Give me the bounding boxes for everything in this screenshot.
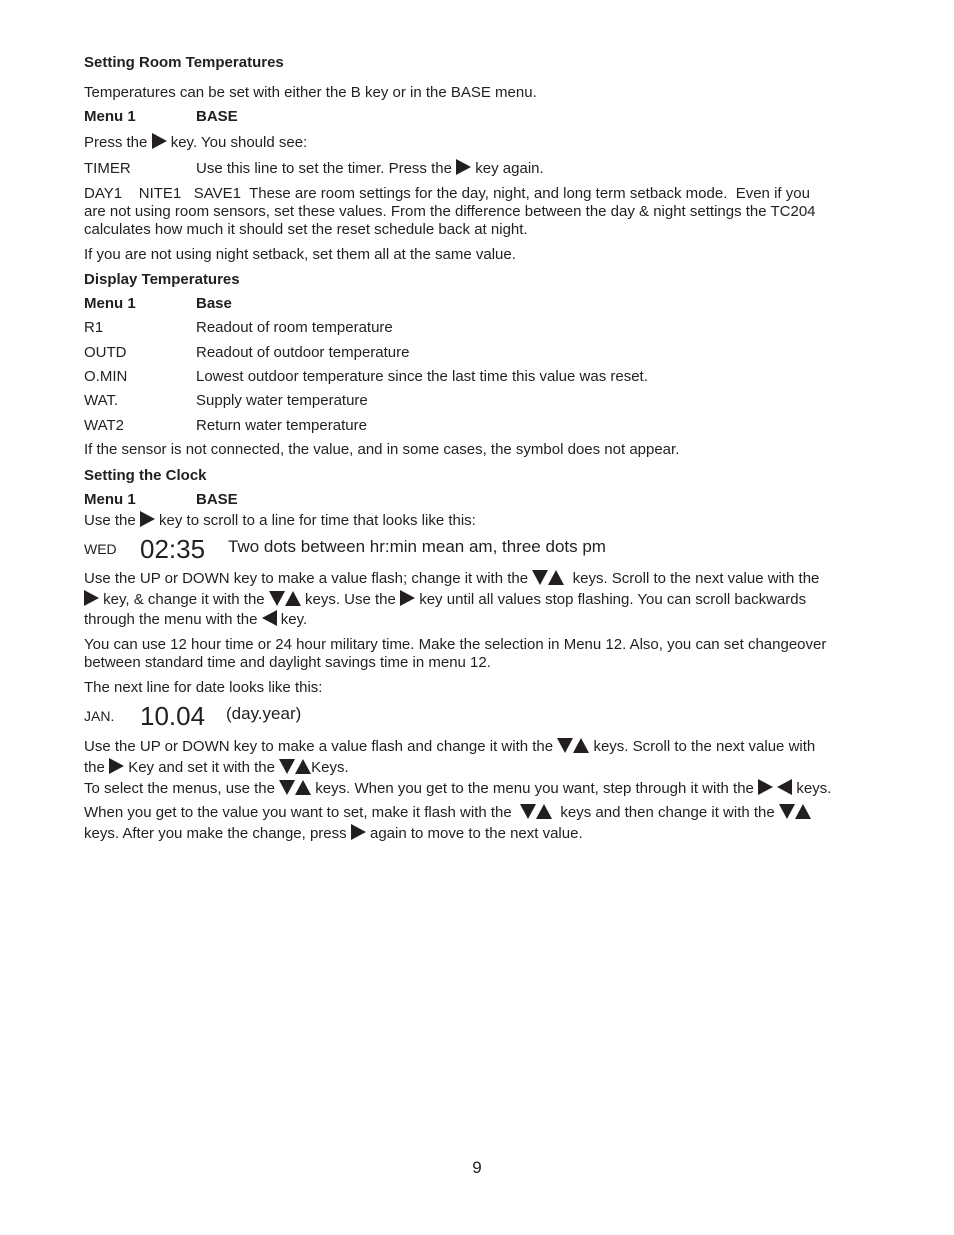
text: Use the UP or DOWN key to make a value flash; change it with the bbox=[84, 570, 529, 587]
down-triangle-icon bbox=[279, 759, 295, 774]
clock-display bbox=[84, 534, 606, 565]
text: keys. bbox=[796, 780, 832, 797]
left-triangle-icon bbox=[262, 610, 277, 626]
date-line-2 bbox=[84, 759, 349, 777]
down-triangle-icon bbox=[279, 780, 295, 795]
up-triangle-icon bbox=[285, 591, 301, 606]
text: key again. bbox=[475, 160, 544, 177]
readout-row bbox=[84, 344, 410, 362]
right-triangle-icon bbox=[400, 590, 415, 606]
day-line-1: DAY1 NITE1 SAVE1 These are room settings for the day, night, and long term setback mode. Even if you bbox=[84, 185, 810, 202]
menu-line bbox=[84, 491, 238, 509]
intro-text: Temperatures can be set with either the B key or in the BASE menu. bbox=[84, 84, 537, 101]
up-triangle-icon bbox=[548, 570, 564, 585]
text: Key and set it with the bbox=[128, 759, 275, 776]
text: keys. Scroll to the next value with bbox=[593, 738, 816, 755]
text: keys. Use the bbox=[305, 591, 396, 608]
text: Keys. bbox=[311, 759, 349, 776]
value-line-1 bbox=[84, 804, 811, 822]
readout-label: WAT. bbox=[84, 392, 119, 409]
right-triangle-icon bbox=[152, 133, 167, 149]
text: keys. Scroll to the next value with the bbox=[572, 570, 820, 587]
text: Press the bbox=[84, 134, 148, 151]
readout-label: O.MIN bbox=[84, 368, 128, 385]
right-triangle-icon bbox=[456, 159, 471, 175]
timer-line bbox=[84, 160, 544, 178]
text: To select the menus, use the bbox=[84, 780, 275, 797]
left-triangle-icon bbox=[777, 779, 792, 795]
time-mode-line-2: between standard time and daylight savings time in menu 12. bbox=[84, 654, 491, 671]
text: Use the UP or DOWN key to make a value flash and change it with the bbox=[84, 738, 554, 755]
up-triangle-icon bbox=[573, 738, 589, 753]
menu-value: BASE bbox=[196, 108, 238, 125]
right-triangle-icon bbox=[758, 779, 773, 795]
timer-label: TIMER bbox=[84, 160, 131, 177]
up-down-line-1 bbox=[84, 570, 819, 588]
down-triangle-icon bbox=[557, 738, 573, 753]
readout-label: WAT2 bbox=[84, 417, 124, 434]
menu-value: Base bbox=[196, 295, 232, 312]
right-triangle-icon bbox=[140, 511, 155, 527]
text: key until all values stop flashing. You can scroll backwards bbox=[419, 591, 807, 608]
time-mode-line-1: You can use 12 hour time or 24 hour military time. Make the selection in Menu 12. Also, you can set changeover bbox=[84, 636, 827, 653]
text: key to scroll to a line for time that looks like this: bbox=[159, 512, 476, 529]
text: through the menu with the bbox=[84, 611, 258, 628]
heading-setting-room-temperatures: Setting Room Temperatures bbox=[84, 54, 284, 71]
readout-row bbox=[84, 392, 368, 410]
day-line-2: are not using room sensors, set these values. From the difference between the day & night settings the TC204 bbox=[84, 203, 816, 220]
date-note: (day.year) bbox=[226, 704, 302, 723]
readout-row bbox=[84, 319, 393, 337]
heading-display-temperatures: Display Temperatures bbox=[84, 271, 240, 288]
text: Use the bbox=[84, 512, 136, 529]
clock-note: Two dots between hr:min mean am, three dots pm bbox=[228, 537, 606, 556]
date-display bbox=[84, 701, 302, 732]
readout-label: OUTD bbox=[84, 344, 127, 361]
text: keys and then change it with the bbox=[560, 804, 775, 821]
readout-text: Return water temperature bbox=[196, 417, 367, 434]
readout-row bbox=[84, 417, 367, 435]
page-number: 9 bbox=[472, 1158, 482, 1177]
up-triangle-icon bbox=[295, 759, 311, 774]
heading-setting-the-clock: Setting the Clock bbox=[84, 467, 207, 484]
down-triangle-icon bbox=[520, 804, 536, 819]
sensor-text: If the sensor is not connected, the value, and in some cases, the symbol does not appear. bbox=[84, 441, 680, 458]
up-triangle-icon bbox=[295, 780, 311, 795]
readout-text: Readout of room temperature bbox=[196, 319, 393, 336]
day-line-3: calculates how much it should set the reset schedule back at night. bbox=[84, 221, 528, 238]
down-triangle-icon bbox=[269, 591, 285, 606]
text: the bbox=[84, 759, 105, 776]
down-triangle-icon bbox=[779, 804, 795, 819]
readout-label: R1 bbox=[84, 319, 104, 336]
menu-value: BASE bbox=[196, 491, 238, 508]
value-line-2 bbox=[84, 825, 583, 843]
right-triangle-icon bbox=[109, 758, 124, 774]
menu-label: Menu 1 bbox=[84, 491, 136, 508]
right-triangle-icon bbox=[84, 590, 99, 606]
readout-text: Supply water temperature bbox=[196, 392, 368, 409]
next-line-text: The next line for date looks like this: bbox=[84, 679, 323, 696]
down-triangle-icon bbox=[532, 570, 548, 585]
text: Use this line to set the timer. Press the bbox=[196, 160, 452, 177]
setback-text: If you are not using night setback, set them all at the same value. bbox=[84, 246, 516, 263]
text: key. bbox=[280, 611, 308, 628]
menu-line bbox=[84, 108, 238, 126]
clock-time: 02:35 bbox=[140, 534, 206, 564]
date-line-1 bbox=[84, 738, 815, 756]
clock-day: WED bbox=[84, 541, 117, 557]
readout-row bbox=[84, 368, 648, 386]
up-triangle-icon bbox=[536, 804, 552, 819]
text: key, & change it with the bbox=[103, 591, 265, 608]
select-menus-line bbox=[84, 780, 831, 798]
text: again to move to the next value. bbox=[369, 825, 583, 842]
readout-text: Lowest outdoor temperature since the last time this value was reset. bbox=[196, 368, 648, 385]
scroll-line bbox=[84, 512, 476, 530]
up-down-line-3 bbox=[84, 611, 307, 629]
menu-label: Menu 1 bbox=[84, 295, 136, 312]
up-down-line-2 bbox=[84, 591, 806, 609]
menu-line bbox=[84, 295, 232, 313]
timer-text bbox=[196, 160, 544, 178]
press-line bbox=[84, 134, 307, 152]
date-month: JAN. bbox=[84, 708, 115, 724]
up-triangle-icon bbox=[795, 804, 811, 819]
date-value: 10.04 bbox=[140, 701, 206, 731]
text: keys. When you get to the menu you want, step through it with the bbox=[315, 780, 754, 797]
text: key. You should see: bbox=[170, 134, 308, 151]
text: keys. After you make the change, press bbox=[84, 825, 347, 842]
readout-text: Readout of outdoor temperature bbox=[196, 344, 410, 361]
right-triangle-icon bbox=[351, 824, 366, 840]
text: When you get to the value you want to set, make it flash with the bbox=[84, 804, 512, 821]
menu-label: Menu 1 bbox=[84, 108, 136, 125]
